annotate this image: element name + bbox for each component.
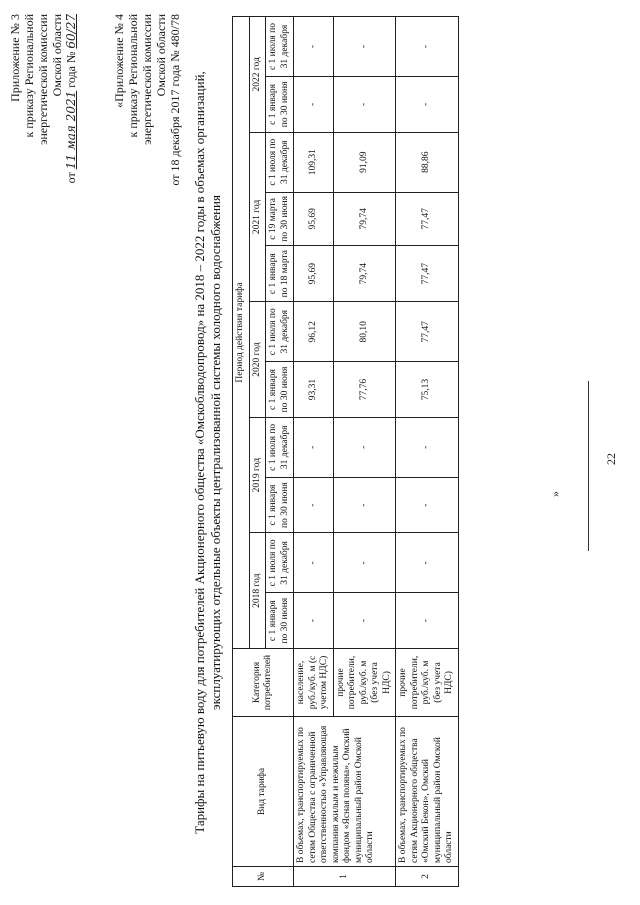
handwritten-date: 11 мая 2021 (64, 90, 78, 170)
appendix-date-line (64, 14, 78, 234)
row-value: - (333, 77, 396, 133)
row-value: 88,86 (396, 132, 459, 192)
document-title (192, 20, 224, 885)
appendix-line: от 18 декабря 2017 года № 480/78 (168, 14, 182, 186)
appendix-original-header (112, 14, 182, 234)
appendix-line: энергетической комиссии (36, 14, 50, 145)
appendix-line: к приказу Региональной (22, 14, 36, 138)
date-middle: года № (64, 51, 78, 88)
row-value: - (333, 17, 396, 77)
row-value: - (333, 533, 396, 593)
page-number: 22 (604, 453, 618, 465)
end-divider-line (588, 381, 589, 551)
row-value: - (294, 417, 334, 477)
header-num: № (233, 867, 294, 887)
appendix-title: Приложение № 3 (8, 14, 22, 102)
row-category: прочие потребители, руб./куб. м (без учета НДС) (333, 649, 396, 717)
row-type: В объемах, транспортируемых по сетям Акционерного общества «Омский Бекон», Омский муниципальный район Омской области (396, 717, 459, 867)
tariff-table (232, 16, 459, 887)
header-subperiod: с 1 июля по 31 декабря (266, 17, 294, 77)
header-subperiod: с 1 июля по 31 декабря (266, 132, 294, 192)
header-subperiod: с 1 июля по 31 декабря (266, 302, 294, 362)
title-line: Тарифы на питьевую воду для потребителей Акционерного общества «Омскоблводопровод» на 2018 – 2022 годы в объемах организаций, (192, 71, 207, 834)
header-year: 2022 год (249, 17, 266, 133)
row-value: 77,76 (333, 362, 396, 418)
row-value: - (396, 477, 459, 533)
row-value: 80,10 (333, 302, 396, 362)
header-year: 2021 год (249, 132, 266, 302)
header-category: Категория потребителей (233, 649, 294, 717)
header-year: 2019 год (249, 417, 266, 533)
header-subperiod: с 1 января по 30 июня (266, 477, 294, 533)
header-subperiod: с 1 января по 18 марта (266, 246, 294, 302)
row-value: - (333, 417, 396, 477)
row-type: В объемах, транспортируемых по сетям Общества с ограниченной ответственностью «Управляющая компания жилым и нежилым фондом «Ясная поляна», Омский муниципальный район Омской области (294, 717, 396, 867)
row-category: прочие потребители, руб./куб. м (без учета НДС) (396, 649, 459, 717)
row-num: 1 (294, 867, 396, 887)
row-value: 109,31 (294, 132, 334, 192)
row-value: 77,47 (396, 246, 459, 302)
row-value: - (294, 593, 334, 649)
table-row (294, 17, 334, 887)
header-subperiod: с 1 января по 30 июня (266, 77, 294, 133)
header-period: Период действия тарифа (233, 17, 250, 649)
header-year: 2018 год (249, 533, 266, 649)
header-subperiod: с 1 июля по 31 декабря (266, 533, 294, 593)
row-value: 93,31 (294, 362, 334, 418)
header-subperiod: с 1 января по 30 июня (266, 593, 294, 649)
appendix-title: «Приложение № 4 (112, 14, 126, 108)
row-value: - (294, 17, 334, 77)
header-year: 2020 год (249, 302, 266, 418)
row-value: 77,47 (396, 302, 459, 362)
row-value: - (333, 593, 396, 649)
row-category: население, руб./куб. м (с учетом НДС) (294, 649, 334, 717)
row-value: 95,69 (294, 192, 334, 245)
row-value: 77,47 (396, 192, 459, 245)
row-value: - (294, 477, 334, 533)
row-value: - (396, 593, 459, 649)
row-value: - (294, 77, 334, 133)
row-value: - (396, 17, 459, 77)
row-value: - (333, 477, 396, 533)
row-value: - (294, 533, 334, 593)
row-value: 79,74 (333, 246, 396, 302)
appendix-line: энергетической комиссии (140, 14, 154, 145)
header-subperiod: с 19 марта по 30 июня (266, 192, 294, 245)
row-value: 79,74 (333, 192, 396, 245)
table-row (396, 17, 459, 887)
appendix-line: Омской области (50, 14, 64, 97)
handwritten-number: 60/27 (64, 14, 78, 49)
row-value: - (396, 77, 459, 133)
row-value: - (396, 533, 459, 593)
date-prefix: от (64, 172, 78, 184)
closing-quote-mark: » (548, 491, 562, 497)
header-subperiod: с 1 января по 30 июня (266, 362, 294, 418)
header-subperiod: с 1 июля по 31 декабря (266, 417, 294, 477)
appendix-line: к приказу Региональной (126, 14, 140, 138)
appendix-line: Омской области (154, 14, 168, 97)
header-type: Вид тарифа (233, 717, 294, 867)
appendix-current-header (8, 14, 78, 234)
row-value: - (396, 417, 459, 477)
row-value: 91,09 (333, 132, 396, 192)
table-header-row (233, 17, 250, 887)
row-value: 95,69 (294, 246, 334, 302)
title-line: эксплуатирующих отдельные объекты централизованной системы холодного водоснабжения (208, 195, 223, 710)
row-value: 75,13 (396, 362, 459, 418)
row-num: 2 (396, 867, 459, 887)
row-value: 96,12 (294, 302, 334, 362)
